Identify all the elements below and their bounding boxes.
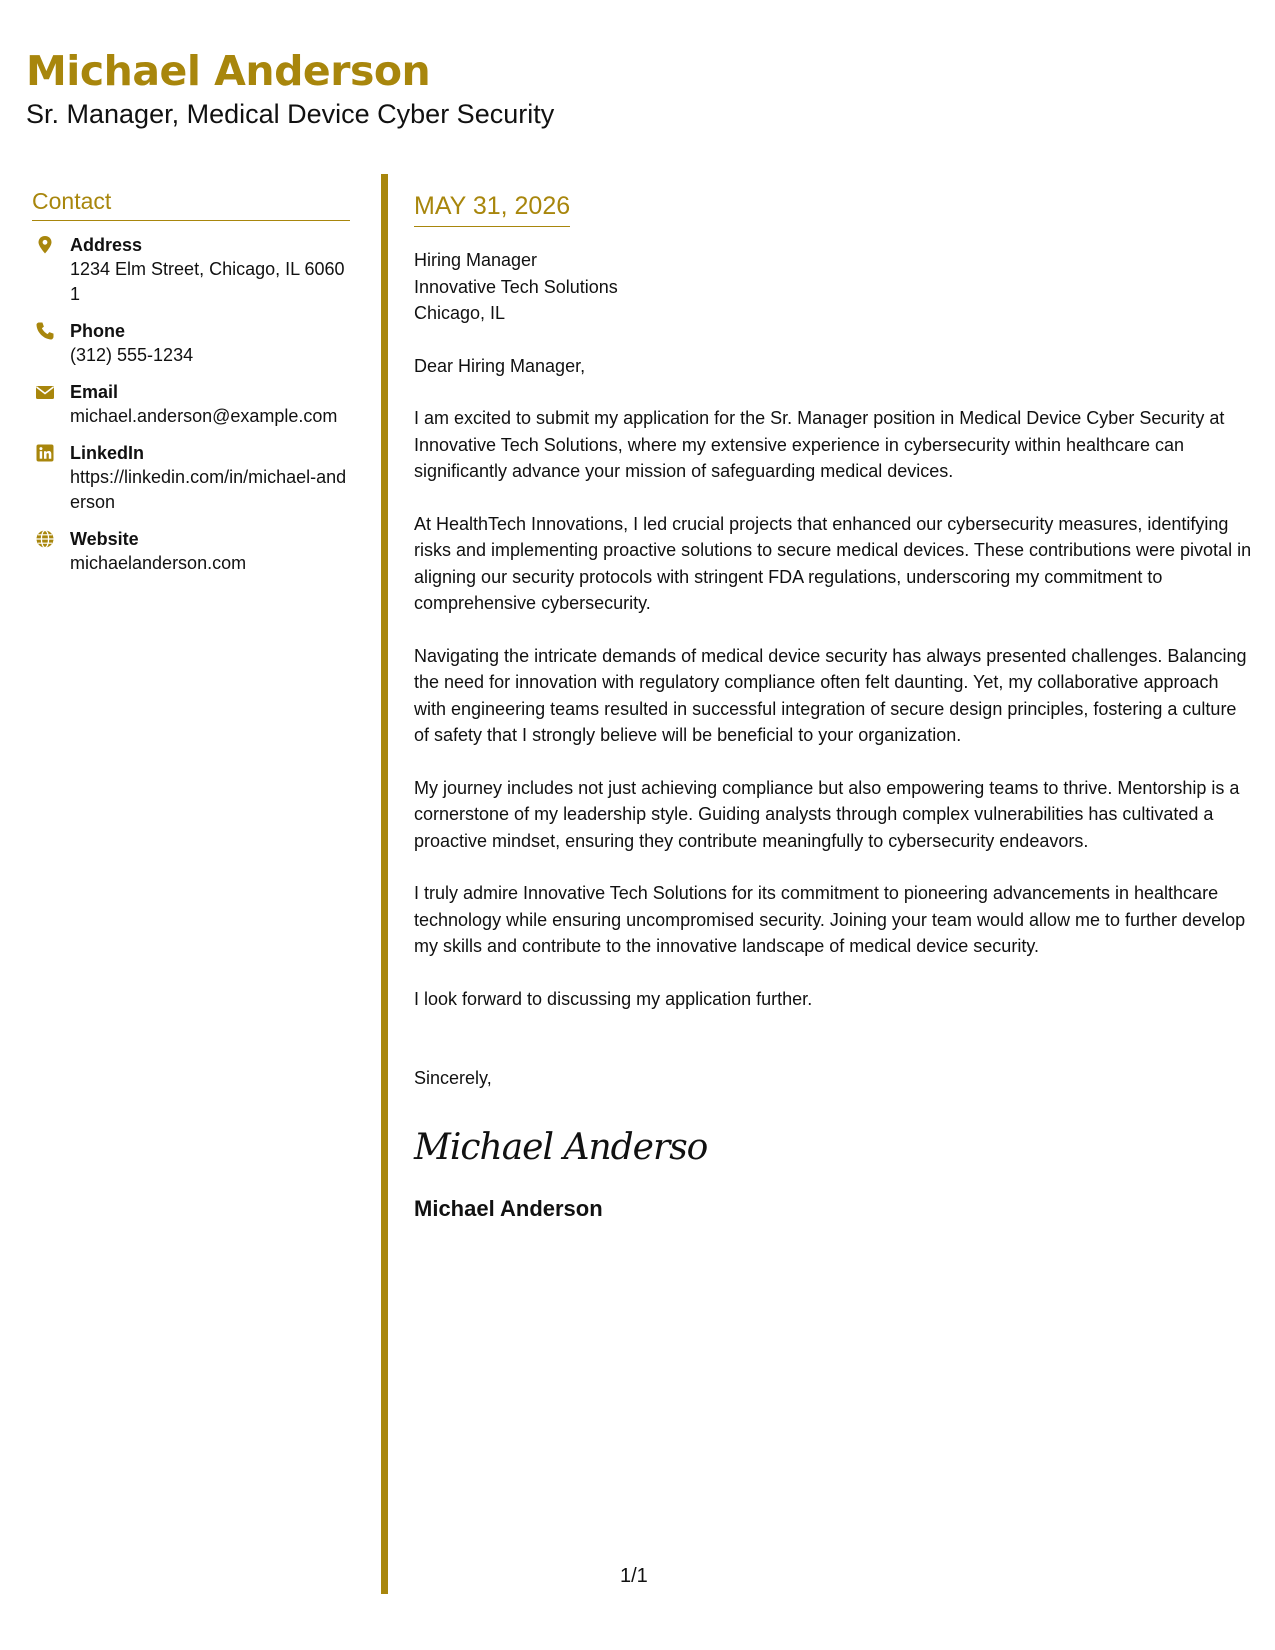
contact-item-linkedin (32, 441, 350, 515)
contact-item-email (32, 380, 350, 429)
phone-icon (35, 321, 55, 341)
website-value: michaelanderson.com (70, 553, 247, 573)
address-value: 1234 Elm Street, Chicago, IL 60601 (70, 259, 345, 304)
body-paragraph: I am excited to submit my application for the Sr. Manager position in Medical Device Cyber Security at Innovative Tech Solutions, where my extensive experience in cybersecurity within healthcare can significantly advance your mission of safeguarding medical devices. (414, 408, 1225, 481)
recipient-line: Chicago, IL (414, 303, 506, 323)
envelope-icon (35, 382, 55, 402)
letter-body (414, 190, 1254, 1222)
contact-heading: Contact (32, 188, 350, 221)
vertical-divider (381, 174, 388, 1594)
contact-item-website (32, 527, 350, 576)
applicant-title: Sr. Manager, Medical Device Cyber Security (26, 99, 555, 130)
body-paragraph: My journey includes not just achieving compliance but also empowering teams to thrive. Mentorship is a cornerstone of my leadership style. Guiding analysts through complex vulnerabilities has cultivated a proactive mindset, ensuring they contribute meaningfully to cybersecurity endeavors. (414, 777, 1240, 851)
contact-item-phone (32, 319, 350, 368)
website-label: Website (70, 529, 139, 549)
body-paragraph: I truly admire Innovative Tech Solutions for its commitment to pioneering advancements in healthcare technology while ensuring uncompromised security. Joining your team would allow me to further develop my skills and contribute to the innovative landscape of medical device security. (414, 883, 1246, 956)
recipient-line: Hiring Manager (414, 250, 538, 270)
linkedin-value: https://linkedin.com/in/michael-anderson (70, 467, 347, 512)
signed-name: Michael Anderson (414, 1195, 603, 1221)
linkedin-icon (35, 443, 55, 463)
recipient-line: Innovative Tech Solutions (414, 276, 618, 297)
location-pin-icon (35, 235, 55, 255)
letter-date: MAY 31, 2026 (414, 190, 570, 227)
salutation: Dear Hiring Manager, (414, 355, 586, 376)
handwritten-signature: Michael Anderso (414, 1126, 708, 1168)
closing: Sincerely, (414, 1068, 492, 1088)
phone-label: Phone (70, 321, 126, 341)
applicant-name: Michael Anderson (26, 47, 431, 95)
body-paragraph: I look forward to discussing my application further. (414, 988, 813, 1009)
phone-value: (312) 555-1234 (70, 345, 194, 365)
contact-sidebar (32, 188, 350, 576)
body-paragraph: Navigating the intricate demands of medical device security has always presented challenges. Balancing the need for innovation with regulatory compliance often felt daunting. Yet, my collaborative approach with engineering teams resulted in successful integration of secure design principles, fostering a culture of safety that I strongly believe will be beneficial to your organization. (414, 645, 1247, 745)
recipient-block (414, 247, 1254, 327)
globe-icon (35, 529, 55, 549)
address-label: Address (70, 235, 143, 255)
contact-item-address (32, 233, 350, 307)
body-paragraph: At HealthTech Innovations, I led crucial projects that enhanced our cybersecurity measures, identifying risks and implementing proactive solutions to secure medical devices. These contributions were pivotal in aligning our security protocols with stringent FDA regulations, underscoring my commitment to comprehensive cybersecurity. (414, 513, 1252, 613)
email-value: michael.anderson@example.com (70, 406, 338, 426)
linkedin-label: LinkedIn (70, 443, 145, 463)
header (26, 48, 554, 130)
page-number: 1/1 (620, 1565, 648, 1587)
email-label: Email (70, 382, 119, 402)
